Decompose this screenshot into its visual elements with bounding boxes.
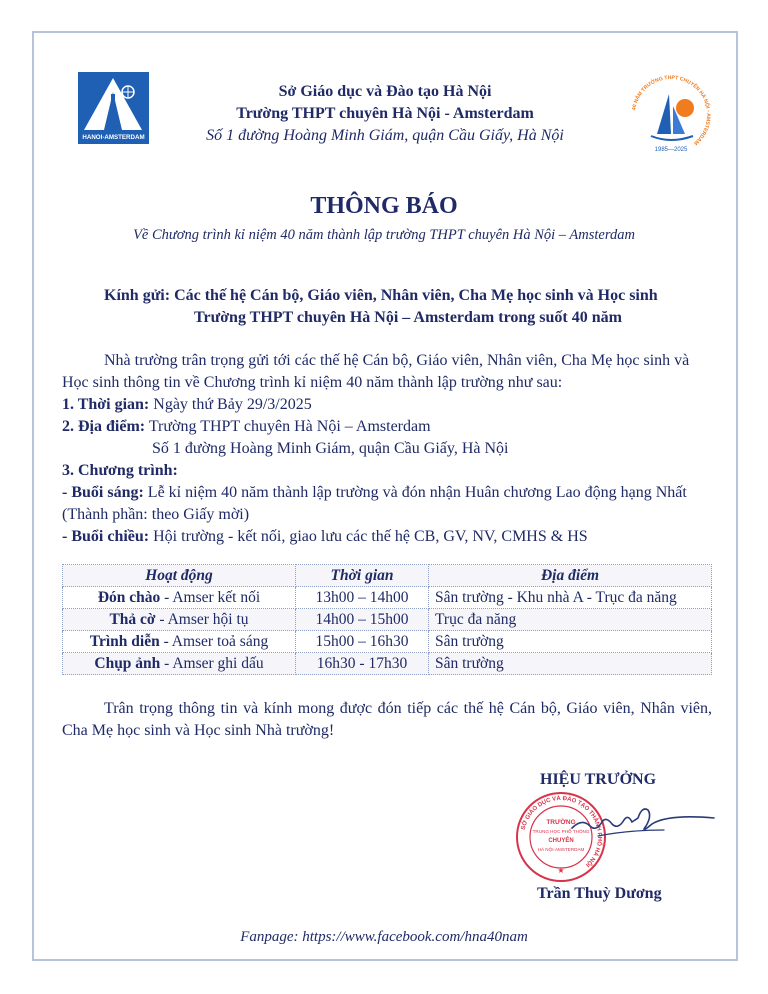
fanpage-link[interactable]: Fanpage: https://www.facebook.com/hna40nam: [240, 929, 528, 945]
activity-name: Đón chào: [97, 589, 161, 606]
time-cell: 13h00 – 14h00: [296, 587, 429, 609]
closing-line-2: Cha Mẹ học sinh và Học sinh Nhà trường!: [62, 722, 335, 739]
logo-ring-text: 40 NĂM TRƯỜNG THPT CHUYÊN HÀ NỘI - AMSTERDAM: [631, 74, 712, 146]
header-activity: Hoạt động: [63, 565, 296, 587]
table-row: [63, 631, 712, 653]
place-address: Số 1 đường Hoàng Minh Giám, quận Cầu Giấy, Hà Nội: [152, 440, 509, 457]
time-cell: 14h00 – 15h00: [296, 609, 429, 631]
activity-theme: - Amser toả sáng: [159, 633, 269, 650]
intro-line-1: Nhà trường trân trọng gửi tới các thế hệ Cán bộ, Giáo viên, Nhân viên, Cha Mẹ học sinh và: [104, 352, 690, 369]
activity-name: Trình diễn: [89, 633, 160, 650]
header-place: Địa điểm: [429, 565, 712, 587]
place-cell: Sân trường: [429, 653, 712, 675]
svg-text:40 NĂM TRƯỜNG THPT CHUYÊN HÀ N: [631, 75, 712, 146]
place-value: Trường THPT chuyên Hà Nội – Amsterdam: [145, 418, 431, 435]
place-line: [62, 418, 431, 436]
signature-scribble: [568, 796, 718, 846]
morning-label: - Buổi sáng:: [62, 484, 144, 501]
activity-name: Chụp ảnh: [94, 655, 161, 672]
time-value: Ngày thứ Bảy 29/3/2025: [149, 396, 312, 413]
intro-line-2: Học sinh thông tin về Chương trình kỉ niệm 40 năm thành lập trường như sau:: [62, 374, 563, 391]
schedule-table: [62, 564, 712, 675]
time-cell: 16h30 - 17h30: [296, 653, 429, 675]
school-logo-left: [78, 72, 149, 144]
recipient-line-2: Trường THPT chuyên Hà Nội – Amsterdam trong suốt 40 năm: [194, 309, 622, 326]
signer-name: Trần Thuỳ Dương: [537, 885, 662, 902]
afternoon-label: - Buổi chiều:: [62, 528, 150, 545]
activity-cell: [63, 587, 296, 609]
schedule-header-row: [63, 565, 712, 587]
time-line: [62, 396, 312, 414]
seal-ring-text: SỞ GIÁO DỤC VÀ ĐÀO TẠO THÀNH PHỐ HÀ NỘI: [520, 795, 603, 868]
program-label: 3. Chương trình:: [62, 462, 178, 479]
school-name: Trường THPT chuyên Hà Nội - Amsterdam: [236, 105, 534, 122]
seal-center-4: HÀ NỘI-AMSTERDAM: [537, 847, 585, 852]
table-row: [63, 653, 712, 675]
morning-note: (Thành phần: theo Giấy mời): [62, 506, 250, 523]
activity-cell: [63, 653, 296, 675]
table-row: [63, 609, 712, 631]
seal-center-2: TRUNG HỌC PHỔ THÔNG: [532, 829, 590, 834]
page-subtitle: Về Chương trình kỉ niệm 40 năm thành lập trường THPT chuyên Hà Nội – Amsterdam: [133, 227, 635, 243]
signer-role: HIỆU TRƯỞNG: [540, 771, 657, 788]
page-title: THÔNG BÁO: [310, 193, 458, 219]
seal-center-1: TRƯỜNG: [546, 819, 576, 826]
svg-text:★: ★: [557, 866, 565, 875]
logo-left-text: HANOI-AMSTERDAM: [82, 134, 145, 141]
place-cell: Sân trường: [429, 631, 712, 653]
activity-theme: - Amser hội tụ: [155, 611, 249, 628]
anniversary-logo-right: [627, 72, 715, 158]
time-label: 1. Thời gian:: [62, 396, 150, 413]
place-label: 2. Địa điểm:: [62, 418, 146, 435]
department-name: Sở Giáo dục và Đào tạo Hà Nội: [278, 83, 492, 100]
activity-name: Thả cờ: [109, 611, 156, 628]
morning-line: [62, 484, 687, 502]
header-time: Thời gian: [296, 565, 429, 587]
place-cell: Trục đa năng: [429, 609, 712, 631]
activity-cell: [63, 609, 296, 631]
activity-theme: - Amser kết nối: [160, 589, 261, 606]
table-row: [63, 587, 712, 609]
afternoon-line: [62, 528, 588, 546]
morning-value: Lễ kỉ niệm 40 năm thành lập trường và đón nhận Huân chương Lao động hạng Nhất: [143, 484, 687, 501]
seal-center-3: CHUYÊN: [548, 838, 574, 844]
logo-years: 1985—2025: [654, 147, 688, 153]
activity-theme: - Amser ghi dấu: [160, 655, 264, 672]
activity-cell: [63, 631, 296, 653]
time-cell: 15h00 – 16h30: [296, 631, 429, 653]
closing-line-1: Trân trọng thông tin và kính mong được đón tiếp các thế hệ Cán bộ, Giáo viên, Nhân viên,: [104, 700, 712, 717]
afternoon-value: Hội trường - kết nối, giao lưu các thế hệ CB, GV, NV, CMHS & HS: [149, 528, 588, 545]
school-address: Số 1 đường Hoàng Minh Giám, quận Cầu Giấy, Hà Nội: [206, 127, 564, 144]
recipient-line-1: Kính gửi: Các thế hệ Cán bộ, Giáo viên, Nhân viên, Cha Mẹ học sinh và Học sinh: [104, 287, 658, 304]
place-cell: Sân trường - Khu nhà A - Trục đa năng: [429, 587, 712, 609]
